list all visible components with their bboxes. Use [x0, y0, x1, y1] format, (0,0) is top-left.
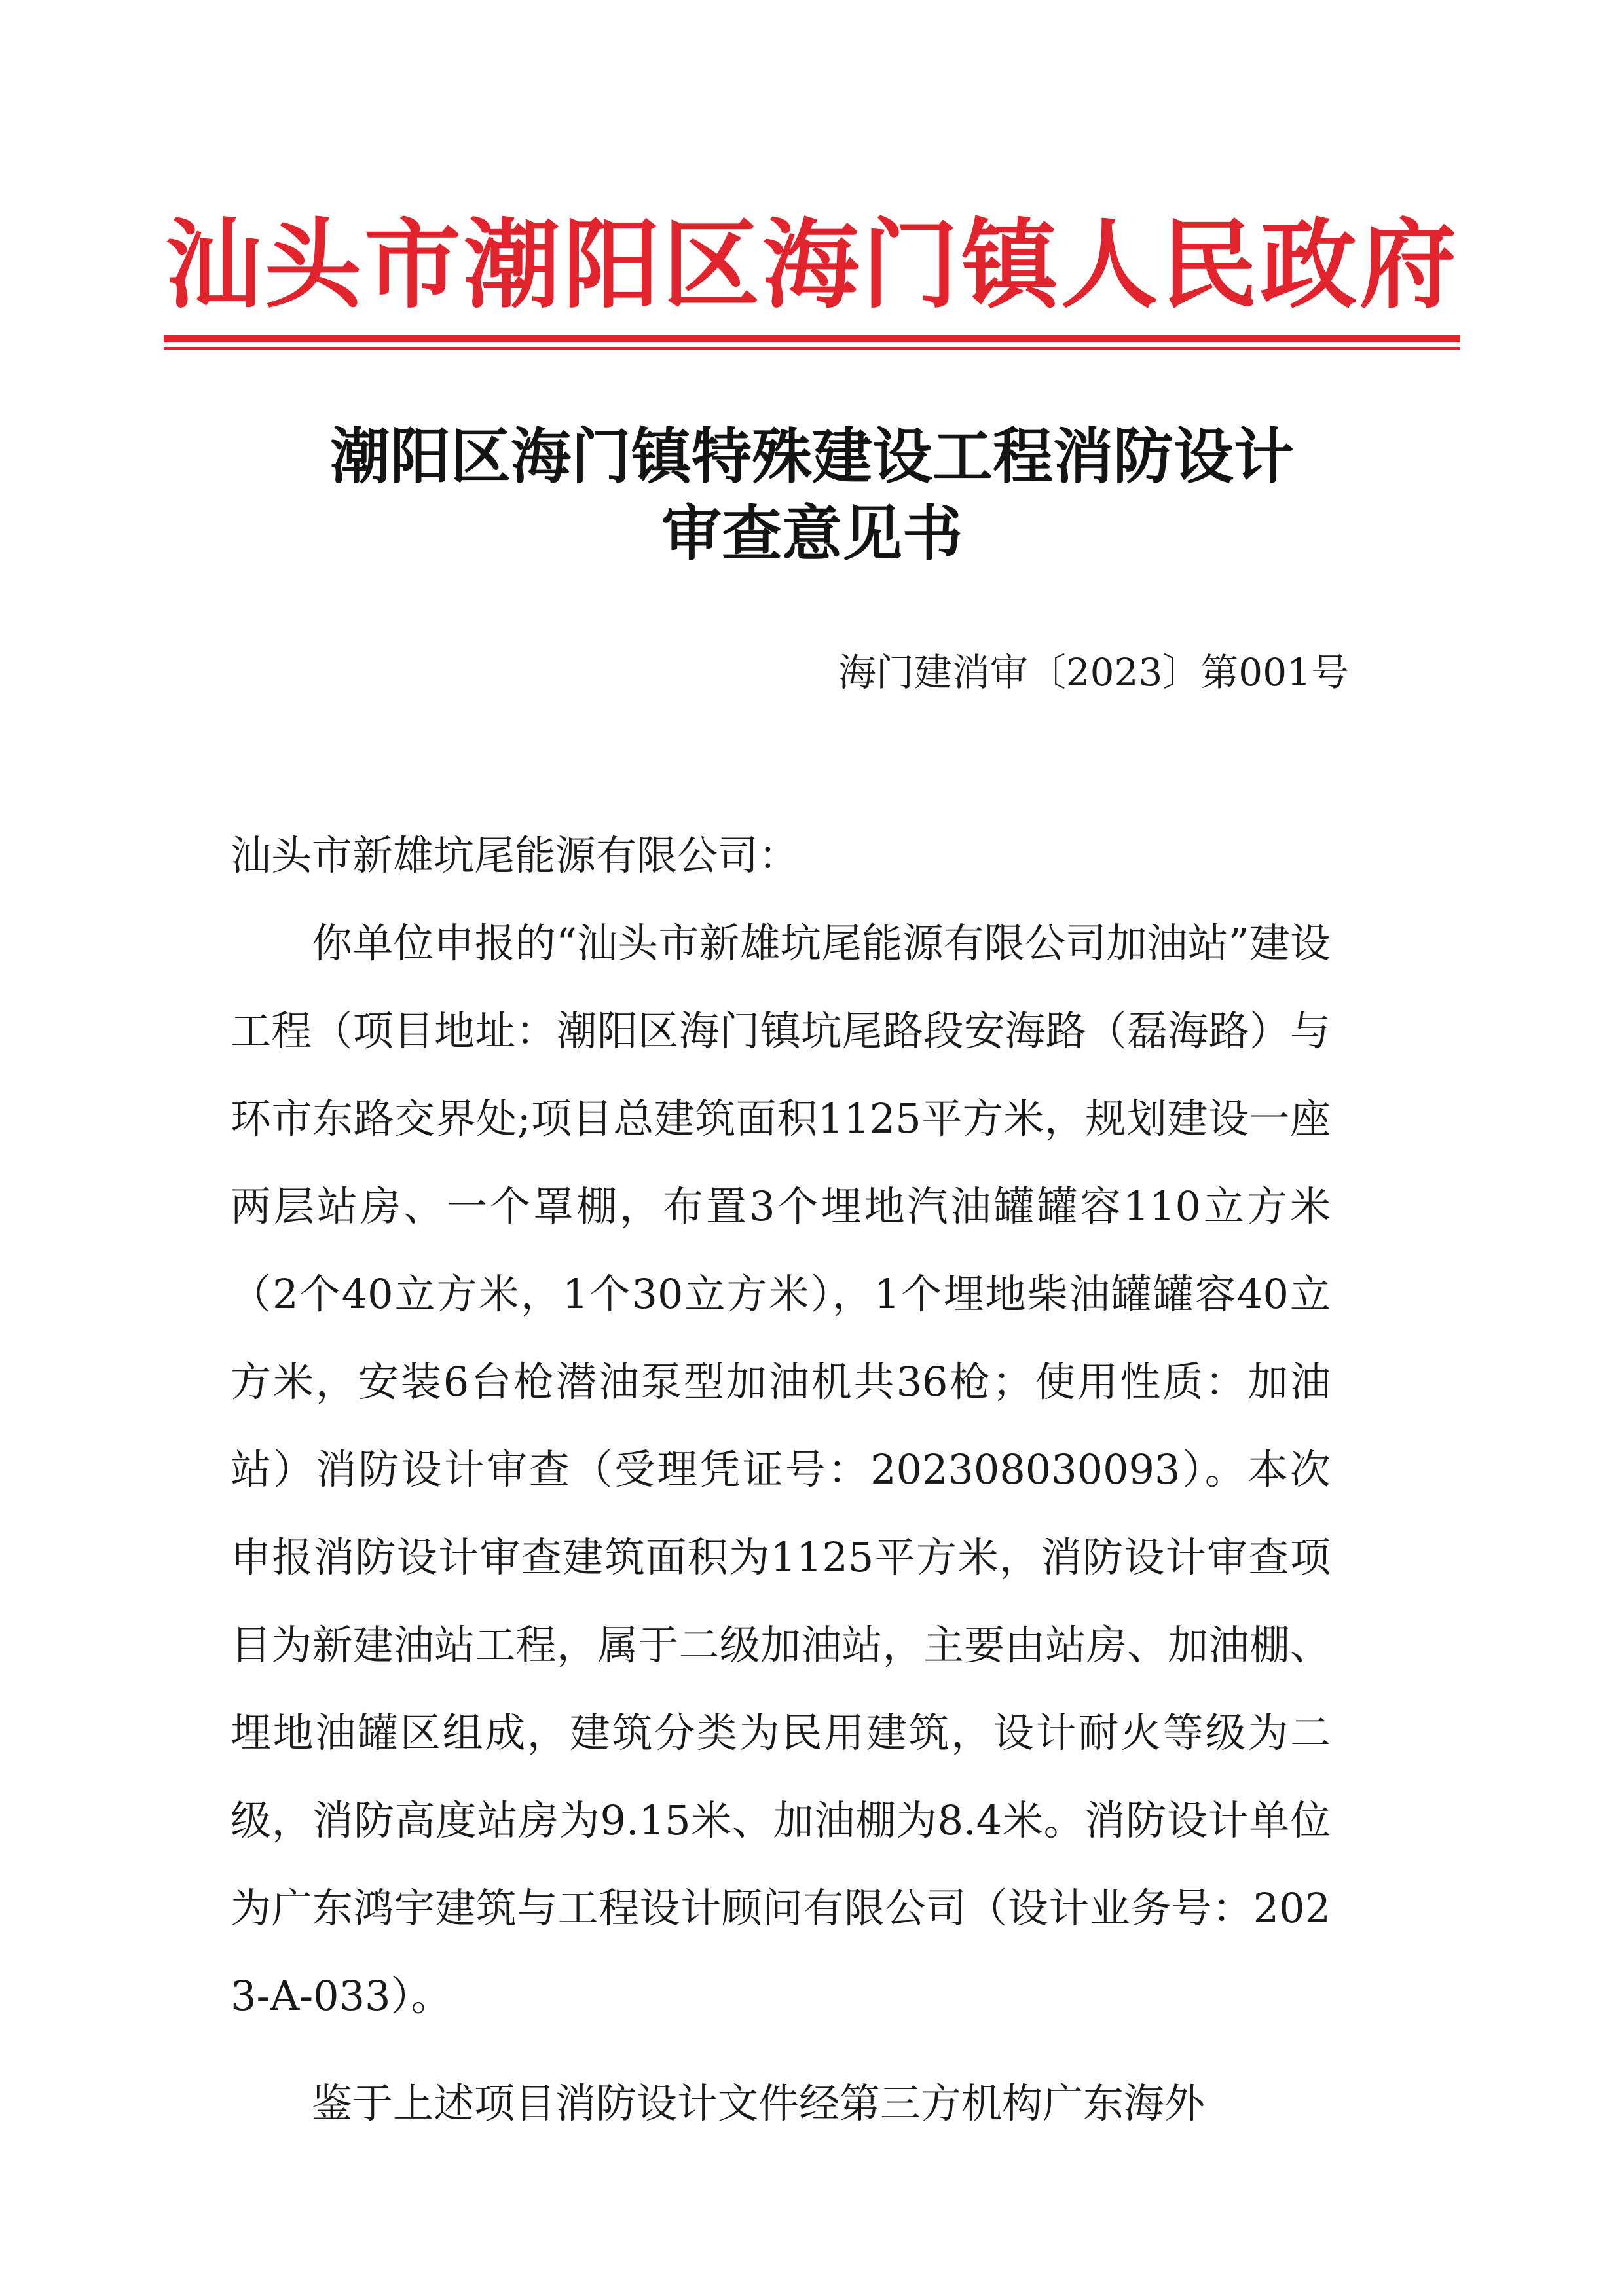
recipient: 汕头市新雄坑尾能源有限公司： — [231, 831, 800, 879]
document-title-line-1: 潮阳区海门镇特殊建设工程消防设计 — [329, 422, 1294, 492]
letterhead-title: 汕头市潮阳区海门镇人民政府 — [165, 208, 1459, 321]
body-paragraph-2: 鉴于上述项目消防设计文件经第三方机构广东海外 — [312, 2079, 1206, 2127]
document-number: 海门建消审〔2023〕第001号 — [838, 650, 1349, 695]
letterhead-red-rule — [164, 335, 1460, 342]
document-body — [231, 812, 1331, 2147]
letterhead-red-rule-thin — [164, 347, 1460, 350]
body-paragraph-1: 你单位申报的“汕头市新雄坑尾能源有限公司加油站”建设工程（项目地址：潮阳区海门镇坑尾路段安海路（磊海路）与环市东路交界处;项目总建筑面积1125平方米，规划建设一座两层站房、一个罩棚，布置3个埋地汽油罐罐容110立方米（2个40立方米，1个30立方米），1个埋地柴油罐罐容40立方米，安装6台枪潜油泵型加油机共36枪；使用性质：加油站）消防设计审查（受理凭证号：202308030093）。本次申报消防设计审查建筑面积为1125平方米，消防设计审查项目为新建油站工程，属于二级加油站，主要由站房、加油棚、埋地油罐区组成，建筑分类为民用建筑，设计耐火等级为二级，消防高度站房为9.15米、加油棚为8.4米。消防设计单位为广东鸿宇建筑与工程设计顾问有限公司（设计业务号：2023-A-033）。 — [231, 919, 1331, 2020]
document-title-line-2: 审查意见书 — [661, 499, 963, 569]
